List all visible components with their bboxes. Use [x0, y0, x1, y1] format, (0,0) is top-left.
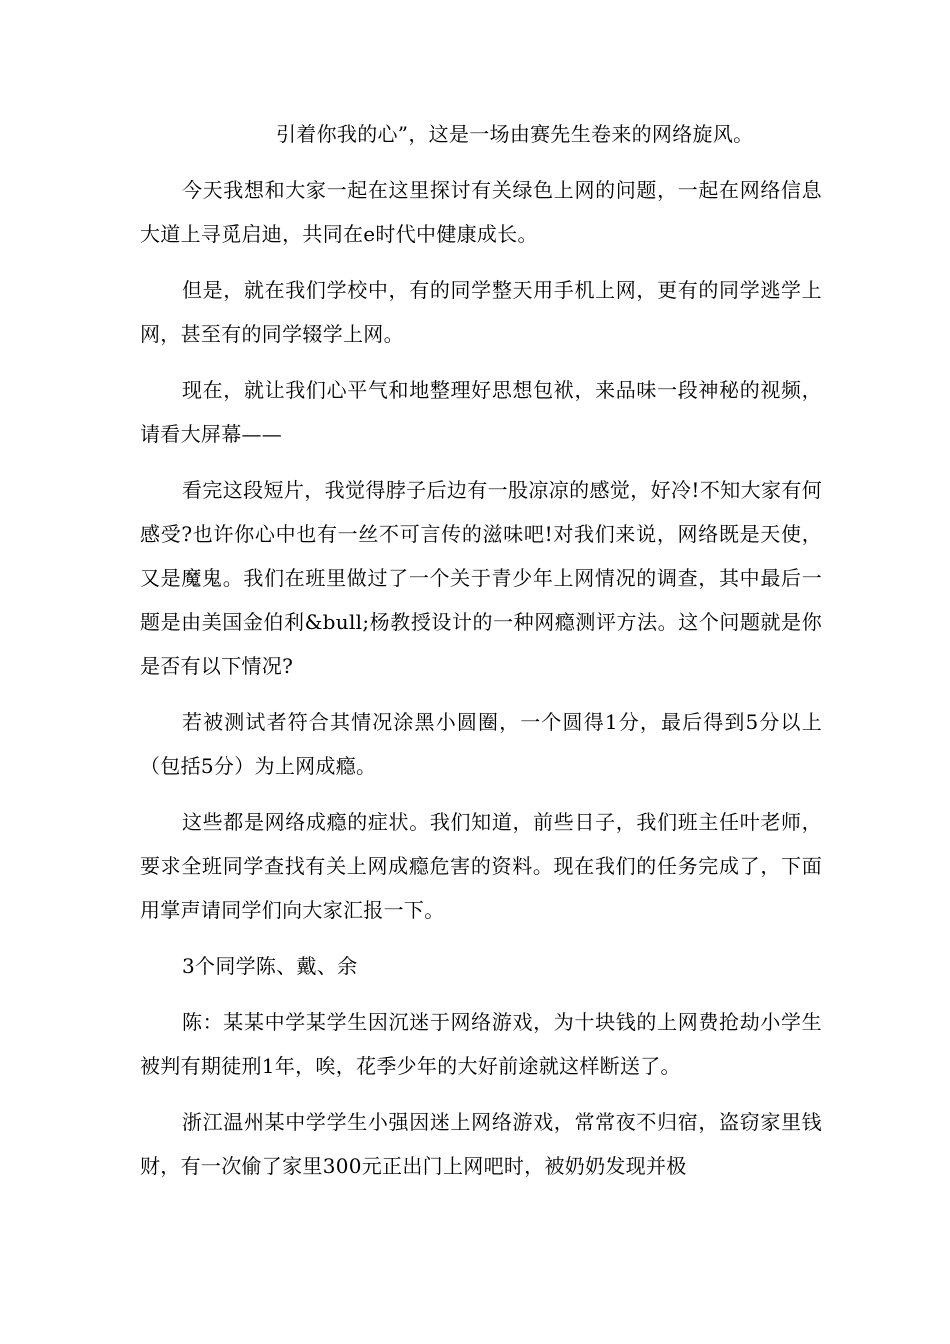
- paragraph-1: 引着你我的心”，这是一场由赛先生卷来的网络旋风。: [276, 122, 754, 146]
- paragraph-6: 若被测试者符合其情况涂黑小圆圈，一个圆得1分，最后得到5分以上（包括5分）为上网成瘾。: [140, 710, 822, 778]
- paragraph-4: 现在，就让我们心平气和地整理好思想包袱，来品味一段神秘的视频，请看大屏幕——: [140, 378, 822, 446]
- document-body: [140, 112, 822, 1200]
- paragraph-5: 看完这段短片，我觉得脖子后边有一股凉凉的感觉，好冷!不知大家有何感受?也许你心中也有一丝不可言传的滋味吧!对我们来说，网络既是天使，又是魔鬼。我们在班里做过了一个关于青少年上网情况的调查，其中最后一题是由美国金伯利&bull;杨教授设计的一种网瘾测评方法。这个问题就是你是否有以下情况?: [140, 478, 822, 678]
- paragraph-10: 浙江温州某中学学生小强因迷上网络游戏，常常夜不归宿，盗窃家里钱财，有一次偷了家里300元正出门上网吧时，被奶奶发现并极: [140, 1110, 822, 1178]
- paragraph-8: 3个同学陈、戴、余: [182, 954, 358, 978]
- paragraph-2: 今天我想和大家一起在这里探讨有关绿色上网的问题，一起在网络信息大道上寻觅启迪，共同在e时代中健康成长。: [140, 178, 822, 246]
- paragraph-3: 但是，就在我们学校中，有的同学整天用手机上网，更有的同学逃学上网，甚至有的同学辍学上网。: [140, 278, 822, 346]
- paragraph-9: 陈：某某中学某学生因沉迷于网络游戏，为十块钱的上网费抢劫小学生被判有期徒刑1年，唉，花季少年的大好前途就这样断送了。: [140, 1010, 822, 1078]
- paragraph-7: 这些都是网络成瘾的症状。我们知道，前些日子，我们班主任叶老师，要求全班同学查找有关上网成瘾危害的资料。现在我们的任务完成了，下面用掌声请同学们向大家汇报一下。: [140, 810, 822, 922]
